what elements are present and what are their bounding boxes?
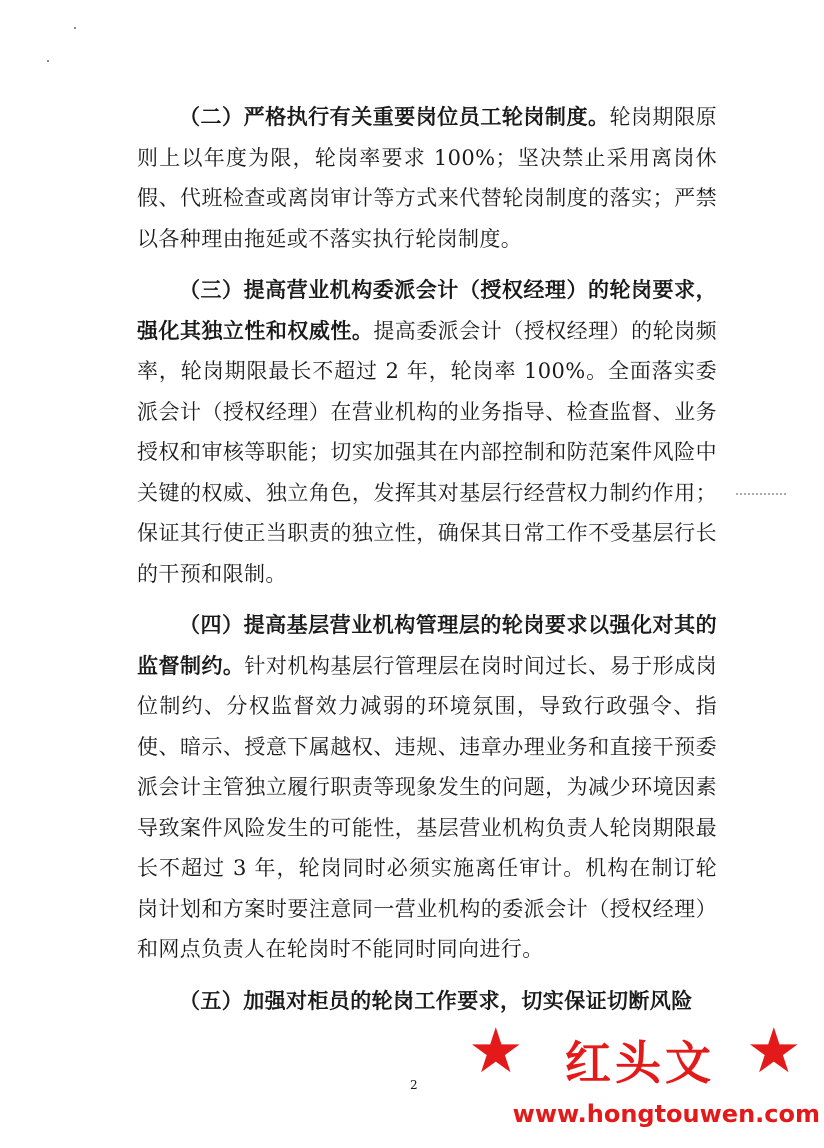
paragraph-heading: （二）严格执行有关重要岗位员工轮岗制度。 xyxy=(179,104,610,129)
paragraph-text: 提高委派会计（授权经理）的轮岗频率，轮岗期限最长不超过 2 年，轮岗率 100%。全面落实委派会计（授权经理）在营业机构的业务指导、检查监督、业务授权和审核等职能；切实加强其在内部控制和防范案件风险中关键的权威、独立角色，发挥其对基层行经营权力制约作用；保证其行使正当职责的独立性，确保其日常工作不受基层行长的干预和限制。 xyxy=(137,318,717,586)
paragraph-text: 针对机构基层行管理层在岗时间过长、易于形成岗位制约、分权监督效力减弱的环境氛围，导致行政强令、指使、暗示、授意下属越权、违规、违章办理业务和直接干预委派会计主管独立履行职责等现象发生的问题，为减少环境因素导致案件风险发生的可能性，基层营业机构负责人轮岗期限最长不超过 3 年，轮岗同时必须实施离任审计。机构在制订轮岗计划和方案时要注意同一营业机构的委派会计（授权经理）和网点负责人在轮岗时不能同时同向进行。 xyxy=(137,653,717,961)
scan-speck xyxy=(74,27,76,29)
paragraph-5 xyxy=(137,981,717,1022)
paragraph-2 xyxy=(137,97,717,259)
star-icon: ★ xyxy=(746,1014,802,1087)
scan-mark xyxy=(736,493,786,497)
watermark-text: 红头文 xyxy=(565,1036,715,1090)
paragraph-3 xyxy=(137,270,717,594)
scan-speck xyxy=(47,60,49,62)
page-number: 2 xyxy=(410,1078,418,1092)
watermark-url: www.hongtouwen.com xyxy=(512,1100,820,1128)
paragraph-4 xyxy=(137,605,717,970)
paragraph-heading: （四）提高基层营业机构管理层的轮岗要求以强化对其的监督制约。 xyxy=(137,612,717,678)
document-body xyxy=(137,97,717,1032)
star-icon: ★ xyxy=(468,1014,524,1087)
paragraph-text: 轮岗期限原则上以年度为限，轮岗率要求 100%；坚决禁止采用离岗休假、代班检查或离岗审计等方式来代替轮岗制度的落实；严禁以各种理由拖延或不落实执行轮岗制度。 xyxy=(137,105,717,251)
paragraph-heading: （五）加强对柜员的轮岗工作要求，切实保证切断风险 xyxy=(179,987,693,1013)
paragraph-heading: （三）提高营业机构委派会计（授权经理）的轮岗要求，强化其独立性和权威性。 xyxy=(137,277,717,343)
